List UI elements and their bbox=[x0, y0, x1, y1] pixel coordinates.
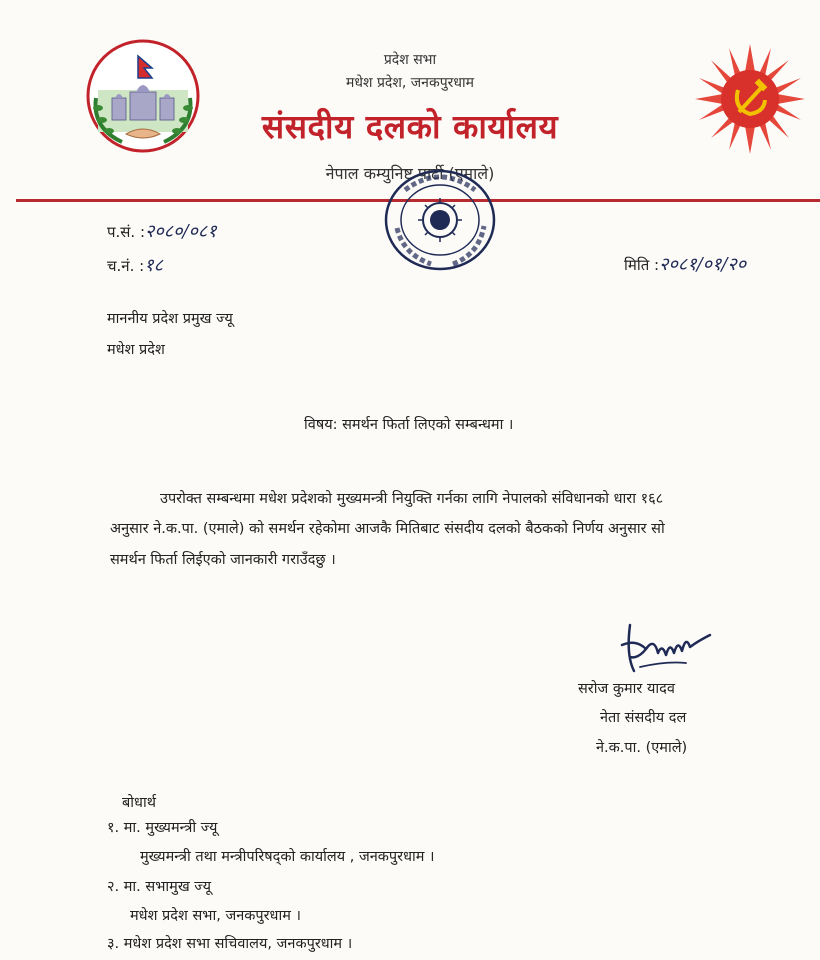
reference-cn bbox=[107, 253, 163, 277]
date-value: २०८१/०१/२० bbox=[659, 254, 747, 275]
cc-heading: बोधार्थ bbox=[122, 795, 156, 811]
recipient-line-2: मधेश प्रदेश bbox=[107, 342, 165, 358]
recipient-line-1: माननीय प्रदेश प्रमुख ज्यू bbox=[107, 311, 233, 327]
signatory-designation: नेता संसदीय दल bbox=[600, 710, 687, 726]
cn-label: च.नं. : bbox=[107, 257, 145, 275]
body-line-1: उपरोक्त सम्बन्धमा मधेश प्रदेशको मुख्यमन्त्री नियुक्ति गर्नका लागि नेपालको संविधानको धारा १६८ bbox=[160, 491, 664, 507]
cc-item-1-line-1: १. मा. मुख्यमन्त्री ज्यू bbox=[107, 820, 218, 836]
date-block bbox=[624, 252, 746, 276]
party-seal-stamp-icon bbox=[383, 168, 497, 272]
signatory-name: सरोज कुमार यादव bbox=[578, 681, 675, 697]
body-line-2: अनुसार ने.क.पा. (एमाले) को समर्थन रहेकोमा आजकै मितिबाट संसदीय दलको बैठकको निर्णय अनुसार सो bbox=[110, 521, 665, 537]
cc-item-2-line-2: मधेश प्रदेश सभा, जनकपुरधाम । bbox=[130, 908, 302, 924]
handwritten-signature-icon bbox=[616, 615, 716, 681]
subject-line: विषय: समर्थन फिर्ता लिएको सम्बन्धमा । bbox=[304, 417, 514, 433]
ps-value: २०८०/०८१ bbox=[145, 221, 217, 242]
cc-item-1-line-2: मुख्यमन्त्री तथा मन्त्रीपरिषद्को कार्यालय , जनकपुरधाम । bbox=[140, 849, 435, 865]
cn-value: १८ bbox=[144, 255, 163, 276]
cc-item-3-line-1: ३. मधेश प्रदेश सभा सचिवालय, जनकपुरधाम । bbox=[107, 936, 353, 952]
cc-item-2-line-1: २. मा. सभामुख ज्यू bbox=[107, 879, 211, 895]
ps-label: प.सं. : bbox=[107, 223, 146, 241]
office-title: संसदीय दलको कार्यालय bbox=[261, 107, 559, 146]
body-line-3: समर्थन फिर्ता लिईएको जानकारी गराउँदछु । bbox=[110, 552, 336, 568]
date-label: मिति : bbox=[624, 256, 660, 274]
party-name: नेपाल कम्युनिष्ट पार्टी (एमाले) bbox=[325, 164, 495, 183]
assembly-label: प्रदेश सभा bbox=[383, 52, 437, 68]
signatory-party: ने.क.पा. (एमाले) bbox=[596, 740, 688, 756]
province-city-label: मधेश प्रदेश, जनकपुरधाम bbox=[346, 75, 474, 91]
reference-ps bbox=[107, 219, 217, 243]
